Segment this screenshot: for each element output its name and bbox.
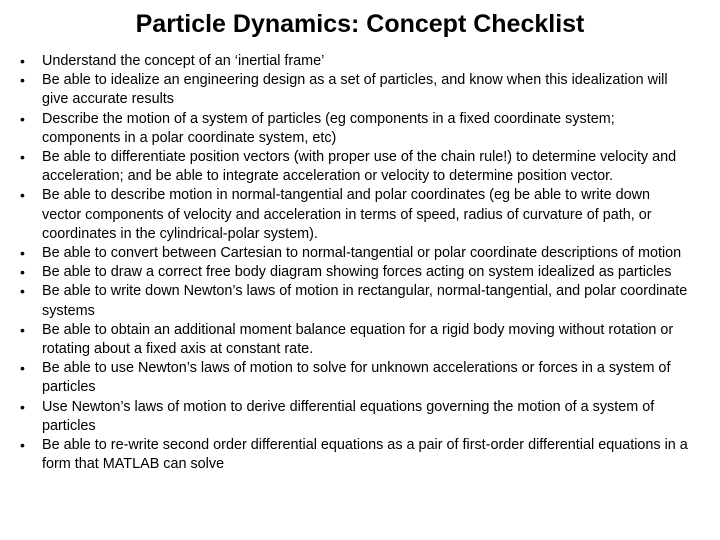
bullet-icon: • <box>20 398 25 415</box>
checklist-item-text: Be able to differentiate position vectors (with proper use of the chain rule!) to determine velocity and acceleration; and be able to integrate acceleration or velocity to determine position vector. <box>42 149 677 185</box>
checklist-item <box>20 398 692 436</box>
checklist-item <box>20 71 692 109</box>
concept-checklist <box>20 52 692 474</box>
checklist-item-text: Be able to use Newton’s laws of motion to solve for unknown accelerations or forces in a system of particles <box>42 360 671 396</box>
checklist-item <box>20 244 692 263</box>
bullet-icon: • <box>20 149 25 166</box>
checklist-item-text: Be able to describe motion in normal-tangential and polar coordinates (eg be able to write down vector components of velocity and acceleration in terms of speed, radius of curvature of path, or coordinates in the cylindrical-polar system). <box>42 187 652 242</box>
bullet-icon: • <box>20 437 25 454</box>
bullet-icon: • <box>20 321 25 338</box>
checklist-item-text: Be able to idealize an engineering design as a set of particles, and know when this idealization will give accurate results <box>42 72 668 108</box>
bullet-icon: • <box>20 53 25 69</box>
checklist-item-text: Be able to draw a correct free body diagram showing forces acting on system idealized as particles <box>42 264 672 281</box>
slide-title: Particle Dynamics: Concept Checklist <box>135 10 585 38</box>
checklist-item <box>20 436 692 474</box>
checklist-item-text: Be able to write down Newton’s laws of motion in rectangular, normal-tangential, and polar coordinate systems <box>42 283 688 319</box>
checklist-item <box>20 321 692 359</box>
bullet-icon: • <box>20 264 25 281</box>
bullet-icon: • <box>20 283 25 300</box>
bullet-icon: • <box>20 110 25 127</box>
checklist-item <box>20 110 692 148</box>
checklist-item-text: Use Newton’s laws of motion to derive differential equations governing the motion of a system of particles <box>42 398 655 434</box>
bullet-icon: • <box>20 245 25 262</box>
checklist-item-text: Describe the motion of a system of particles (eg components in a fixed coordinate system; components in a polar coordinate system, etc) <box>42 110 615 146</box>
bullet-icon: • <box>20 360 25 377</box>
checklist-item-text: Be able to convert between Cartesian to normal-tangential or polar coordinate descriptions of motion <box>42 245 682 262</box>
checklist-item-text: Be able to re-write second order differential equations as a pair of first-order differential equations in a form that MATLAB can solve <box>42 437 688 473</box>
checklist-item <box>20 52 692 71</box>
checklist-item <box>20 263 692 282</box>
checklist-item <box>20 148 692 186</box>
checklist-item-text: Be able to obtain an additional moment balance equation for a rigid body moving without rotation or rotating about a fixed axis at constant rate. <box>42 321 674 358</box>
bullet-icon: • <box>20 187 25 204</box>
checklist-item <box>20 186 692 244</box>
checklist-item-text: Understand the concept of an ‘inertial frame’ <box>42 53 325 69</box>
bullet-icon: • <box>20 72 25 89</box>
checklist-item <box>20 282 692 320</box>
checklist-item <box>20 359 692 397</box>
